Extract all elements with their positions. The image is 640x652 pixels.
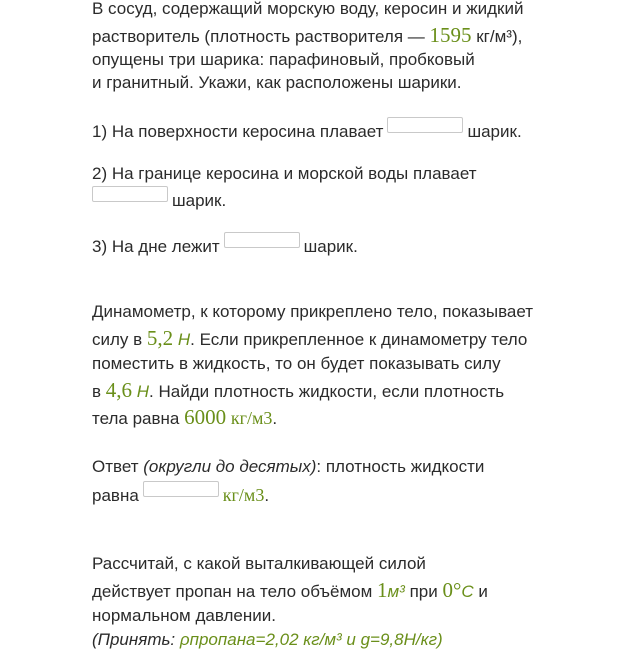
q1-item-1: 1) На поверхности керосина плавает шарик. <box>92 117 620 144</box>
q2-answer-line: Ответ (округли до десятых): плотность жидкости <box>92 457 485 476</box>
q1-intro-line-4: и гранитный. Укажи, как расположены шарики. <box>92 73 462 92</box>
q1-answer-3-input[interactable] <box>224 232 300 248</box>
q1-item-2: 2) На границе керосина и морской воды плавает <box>92 164 477 183</box>
force-1-value: 5,2 <box>146 326 174 350</box>
q2-line-4: в 4,6 Н. Найди плотность жидкости, если плотность <box>92 378 505 402</box>
q3-line-4: (Принять: ρпропана=2,02 кг/м³ и g=9,8Н/кг) <box>92 630 443 649</box>
volume-value: 1 <box>377 578 388 602</box>
solvent-density-value: 1595 <box>429 23 472 47</box>
q2-answer-input[interactable] <box>143 481 219 497</box>
force-2-value: 4,6 <box>105 378 133 402</box>
q2-line-2: силу в 5,2 Н. Если прикрепленное к динамометру тело <box>92 326 528 350</box>
q1-answer-1-input[interactable] <box>387 117 463 133</box>
q2-answer-line-2: равна кг/м3. <box>92 481 620 508</box>
q1-item-2-cont: шарик. <box>92 186 620 213</box>
q3-line-1: Рассчитай, с какой выталкивающей силой <box>92 554 426 573</box>
q1-intro-line-3: опущены три шарика: парафиновый, пробковый <box>92 50 475 69</box>
q3-line-3: нормальном давлении. <box>92 606 276 625</box>
q3-line-2: действует пропан на тело объёмом 1м³ при 0°С и <box>92 578 488 602</box>
q1-intro-line-1: В сосуд, содержащий морскую воду, керосин и жидкий <box>92 0 524 18</box>
temperature-value: 0° <box>442 578 462 602</box>
body-density-value: 6000 <box>184 405 227 429</box>
q1-item-3: 3) На дне лежит шарик. <box>92 232 620 259</box>
q2-line-3: поместить в жидкость, то он будет показывать силу <box>92 354 501 373</box>
q1-answer-2-input[interactable] <box>92 186 168 202</box>
q1-intro-line-2: растворитель (плотность растворителя — 1595 кг/м³), <box>92 23 523 47</box>
q2-line-5: тела равна 6000 кг/м3. <box>92 405 278 429</box>
q2-line-1: Динамометр, к которому прикреплено тело, показывает <box>92 302 534 321</box>
